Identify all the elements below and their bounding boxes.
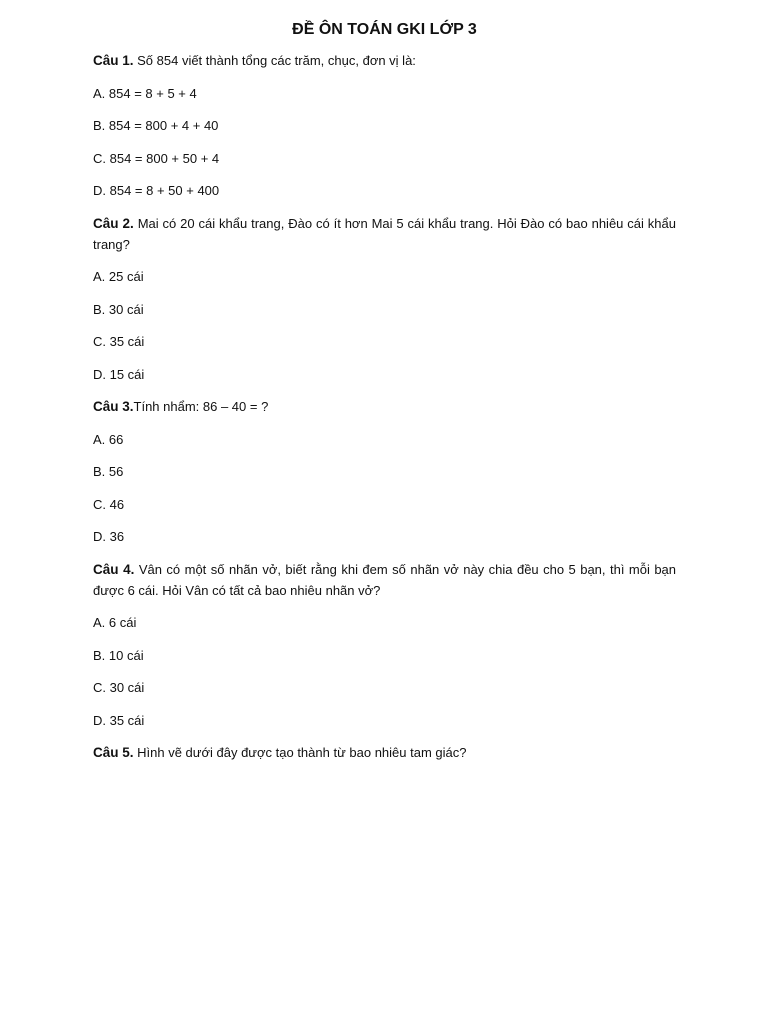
question-5 [93,742,676,763]
option-4b: B. 10 cái [93,647,144,663]
question-3 [93,396,676,417]
question-label: Câu 5. [93,745,134,760]
question-4 [93,559,676,601]
document-title: ĐỀ ÔN TOÁN GKI LỚP 3 [292,21,477,38]
option-2d: D. 15 cái [93,366,145,382]
question-text: Số 854 viết thành tổng các trăm, chục, đơn vị là: [133,53,416,68]
question-text: Mai có 20 cái khẩu trang, Đào có ít hơn Mai 5 cái khẩu trang. Hỏi Đào có bao nhiêu cái khẩu trang? [93,215,676,252]
question-label: Câu 4. [93,561,135,577]
option-3d: D. 36 [93,529,125,544]
option-4c: C. 30 cái [93,680,145,695]
question-1 [93,50,676,71]
option-3c: C. 46 [93,496,125,512]
option-4a: A. 6 cái [93,615,137,630]
option-1a: A. 854 = 8 + 5 + 4 [93,85,197,101]
question-text: Hình vẽ dưới đây được tạo thành từ bao nhiêu tam giác? [133,745,467,760]
question-label: Câu 3. [93,399,134,414]
question-text: Tính nhẩm: 86 – 40 = ? [133,399,269,414]
option-3b: B. 56 [93,464,124,479]
option-3a: A. 66 [93,431,124,447]
question-2 [93,213,676,255]
option-4d: D. 35 cái [93,712,145,728]
question-text: Vân có một số nhãn vở, biết rằng khi đem số nhãn vở này chia đều cho 5 bạn, thì mỗi bạn được 6 cái. Hỏi Vân có tất cả bao nhiêu nhãn vở? [93,561,677,598]
option-2a: A. 25 cái [93,269,144,284]
option-1c: C. 854 = 800 + 50 + 4 [93,150,220,166]
question-label: Câu 1. [93,53,134,68]
question-label: Câu 2. [93,215,134,231]
option-2b: B. 30 cái [93,301,144,317]
option-1d: D. 854 = 8 + 50 + 400 [93,183,220,198]
option-2c: C. 35 cái [93,334,145,349]
option-1b: B. 854 = 800 + 4 + 40 [93,118,219,133]
